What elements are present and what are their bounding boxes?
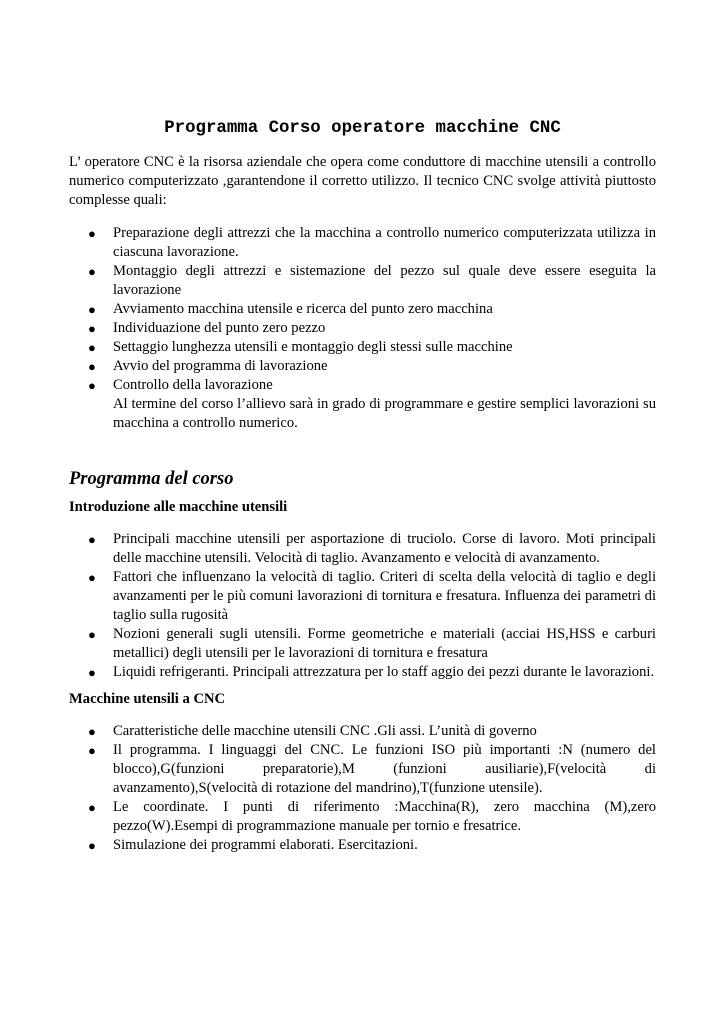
bullet-icon: ● [88,570,96,585]
section-heading-cnc: Macchine utensili a CNC [69,691,226,707]
document-title: Programma Corso operatore macchine CNC [164,119,561,138]
list-item [69,798,656,836]
bullet-icon: ● [88,321,96,336]
bullet-icon: ● [88,838,96,853]
closing-note: Al termine del corso l’allievo sarà in grado di programmare e gestire semplici lavorazioni su macchina a controllo numerico. [113,396,656,431]
section-heading-intro: Introduzione alle macchine utensili [69,499,288,515]
list-item [69,376,656,433]
item-text: Liquidi refrigeranti. Principali attrezzatura per lo staff aggio dei pezzi durante le lavorazioni. [113,664,655,680]
list-item [69,625,656,663]
section2-list [69,722,656,855]
list-item [69,224,656,262]
list-item [69,568,656,625]
task-text: Montaggio degli attrezzi e sistemazione del pezzo sul quale deve essere eseguita la lavorazione [113,263,656,298]
bullet-icon: ● [88,665,96,680]
item-text: Il programma. I linguaggi del CNC. Le funzioni ISO più importanti :N (numero del blocco),G(funzioni preparatorie),M (funzioni ausiliarie),F(velocità di avanzamento),S(velocità di rotazione del mandrino),T(funzione utensile). [113,742,656,796]
item-text: Principali macchine utensili per asportazione di truciolo. Corse di lavoro. Moti principali delle macchine utensili. Velocità di taglio. Avanzamento e velocità di avanzamento. [113,531,656,566]
bullet-icon: ● [88,340,96,355]
list-item [69,663,656,682]
list-item [69,530,656,568]
bullet-icon: ● [88,302,96,317]
task-text: Settaggio lunghezza utensili e montaggio degli stessi sulle macchine [113,339,513,355]
item-text: Le coordinate. I punti di riferimento :Macchina(R), zero macchina (M),zero pezzo(W).Esempi di programmazione manuale per tornio e fresatrice. [113,799,656,834]
bullet-icon: ● [88,532,96,547]
bullet-icon: ● [88,743,96,758]
task-text: Preparazione degli attrezzi che la macchina a controllo numerico computerizzata utilizza in ciascuna lavorazione. [113,225,656,260]
bullet-icon: ● [88,226,96,241]
task-text: Individuazione del punto zero pezzo [113,320,326,336]
item-text: Fattori che influenzano la velocità di taglio. Criteri di scelta della velocità di taglio e degli avanzamenti per le più comuni lavorazioni di tornitura e fresatura. Influenza dei parametri di taglio sulla rugosità [113,569,656,623]
bullet-icon: ● [88,724,96,739]
list-item [69,319,656,338]
section1-list [69,530,656,682]
list-item [69,338,656,357]
bullet-icon: ● [88,627,96,642]
task-list [69,224,656,433]
list-item [69,262,656,300]
task-text: Avviamento macchina utensile e ricerca del punto zero macchina [113,301,493,317]
document-page [69,118,656,855]
list-item [69,300,656,319]
bullet-icon: ● [88,359,96,374]
item-text: Simulazione dei programmi elaborati. Esercitazioni. [113,837,418,853]
bullet-icon: ● [88,264,96,279]
list-item [69,836,656,855]
bullet-icon: ● [88,378,96,393]
list-item [69,722,656,741]
course-heading: Programma del corso [69,469,234,489]
task-text: Controllo della lavorazione [113,377,273,393]
list-item [69,741,656,798]
list-item [69,357,656,376]
task-text: Avvio del programma di lavorazione [113,358,328,374]
bullet-icon: ● [88,800,96,815]
item-text: Nozioni generali sugli utensili. Forme geometriche e materiali (acciai HS,HSS e carburi metallici) degli utensili per le lavorazioni di tornitura e fresatura [113,626,656,661]
intro-paragraph: L’ operatore CNC è la risorsa aziendale che opera come conduttore di macchine utensili a controllo numerico computerizzato ,garantendone il corretto utilizzo. Il tecnico CNC svolge attività piuttosto complesse quali: [69,154,656,208]
item-text: Caratteristiche delle macchine utensili CNC .Gli assi. L’unità di governo [113,723,537,739]
